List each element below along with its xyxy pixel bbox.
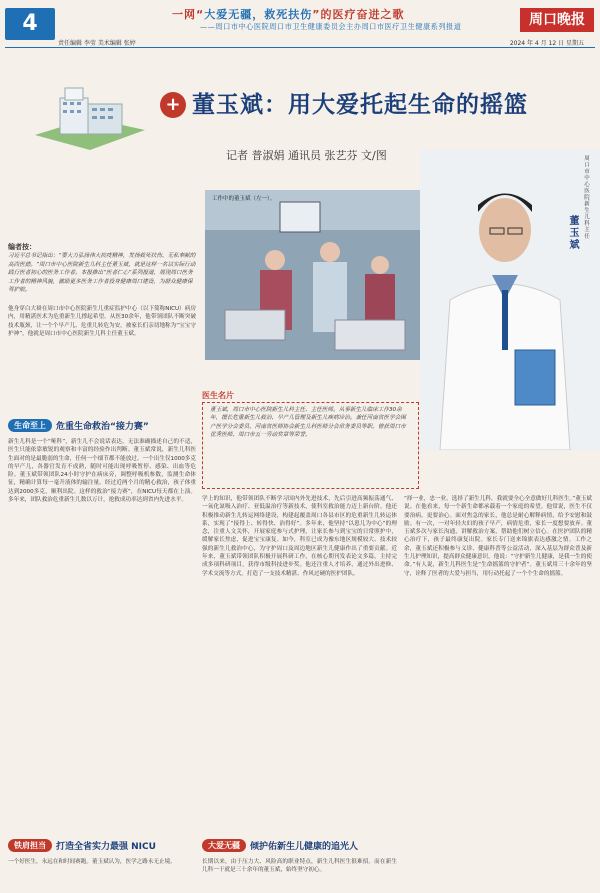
editor-note-label: 编者按： bbox=[8, 243, 36, 251]
work-photo-caption: 工作中的董玉斌（左一）。 bbox=[212, 196, 276, 202]
section2-heading bbox=[8, 838, 156, 853]
bio-heading: 医生名片 bbox=[202, 391, 234, 400]
section1-tag: 生命至上 bbox=[8, 419, 52, 432]
hospital-building-image bbox=[30, 80, 150, 155]
article-title: 董玉斌：用大爱托起生命的摇篮 bbox=[192, 91, 528, 118]
section3-title: 倾护佑新生儿健康的追光人 bbox=[250, 842, 359, 852]
section1-heading bbox=[8, 418, 149, 433]
portrait-caption-name: 董玉斌 bbox=[567, 215, 578, 251]
section2-title: 打造全省实力最强 NICU bbox=[56, 842, 156, 852]
article-intro: 他身穿白大褂在周口市中心医院新生儿重症监护中心（以下简称NICU）病房内，用精湛医术为危重新生儿撑起希望。从医30余年，他带领团队不断突破技术瓶颈，让一个个早产儿、危重儿转危为安，被家长们亲切地称为“宝宝守护神”。他就是周口市中心医院新生儿科主任董玉斌。 bbox=[8, 306, 196, 337]
hospital-cross-icon: + bbox=[160, 92, 186, 118]
banner-title-a: 一网 bbox=[172, 8, 196, 21]
section2-text: 一个好医生，永远在和时间赛跑。董玉斌认为，医学之路永无止境。 bbox=[8, 859, 176, 865]
newspaper-logo: 周口晚报 bbox=[520, 8, 594, 32]
column2-text: 学上的知识，他带领团队不断学习国内外先进技术，先后引进高频振荡通气、一氧化氮吸入治疗、亚低温治疗等新技术，使科室救治能力迈上新台阶。他还积极推动新生儿转运网络建设，构建起覆盖周口各县市区的危重新生儿转运体系，实现了“接得上、转得快、治得好”。多年来，他坚持“以患儿为中心”的理念，注重人文关怀，开展家庭参与式护理，让家长参与到宝宝的日常照护中，缓解家长焦虑，促进宝宝康复。如今，科室已成为豫东地区规模较大、技术较强的新生儿救治中心，为守护周口及周边地区新生儿健康作出了重要贡献。近年来，董玉斌带领团队积极开展科研工作，在核心期刊发表论文多篇，主持完成多项科研项目，获得市级科技进步奖。他还注重人才培养，通过外出进修、学术交流等方式，打造了一支技术精湛、作风过硬的医护团队。 bbox=[202, 496, 397, 577]
series-subtitle: ——周口市中心医院周口市卫生健康委员会主办周口市医疗卫生健康系列报道 bbox=[200, 22, 462, 31]
section2-tag: 铁肩担当 bbox=[8, 839, 52, 852]
issue-date: 2024 年 4 月 12 日 星期五 bbox=[509, 40, 584, 47]
portrait-photo bbox=[420, 150, 600, 450]
banner-title-b: 大爱无疆，救死扶伤 bbox=[204, 8, 313, 21]
section1-title: 危重生命救治“接力赛” bbox=[56, 422, 149, 432]
bio-text: 董玉斌，周口市中心医院新生儿科主任、主任医师。从事新生儿临床工作30余年，擅长危重新生儿救治、早产儿管理及新生儿疾病诊治。兼任河南省医学会围产医学分会委员、河南省医师协会新生儿科医师分会常务委员等职。曾获周口市优秀医师、周口市五一劳动奖章等荣誉。 bbox=[210, 407, 406, 439]
article-byline: 记者 普淑娟 通讯员 张艺芬 文/图 bbox=[226, 149, 387, 162]
series-banner: 一网“大爱无疆，救死扶伤”的医疗奋进之歌 bbox=[172, 8, 405, 21]
section3-text: 长期以来，由于压力大、风险高的职业特点，新生儿科医生很难招。而在新生儿科一干就是三十余年的董玉斌，始终坚守初心。 bbox=[202, 859, 397, 874]
header-rule bbox=[5, 47, 595, 48]
work-photo bbox=[205, 190, 420, 360]
section1-text: 新生儿科是一个“哑科”，新生儿不会说话表达，无法准确描述自己的不适，医生只能依靠敏锐的观察和丰富的经验作出判断。董玉斌常说，新生儿科医生面对的是最脆弱的生命，任何一个细节都不能放过。一个出生仅1000多克的早产儿，各器官发育不成熟，随时可能出现呼吸暂停、感染、出血等危险。董玉斌带领团队24小时守护在病床旁，调整呼吸机参数，监测生命体征，精确计算每一毫升液体的输注量。经过近两个月的精心救治，孩子体重达到2000多克，顺利出院。这样的救治“接力赛”，在NICU每天都在上演。多年来，团队救治危重新生儿数以万计，抢救成功率达到省内先进水平。 bbox=[8, 439, 196, 504]
editor-credits: 责任编辑 李莹 美术编辑 张婷 bbox=[58, 40, 136, 47]
section3-tag: 大爱无疆 bbox=[202, 839, 246, 852]
column3-text: “择一业，忠一业，选择了新生儿科，我就要全心全意做好儿科医生。”董玉斌说。在他看来，每一个新生命都承载着一个家庭的希望。他常说，医生不仅要治病，更要治心。面对焦急的家长，他总是耐心解释病情，给予安慰和鼓励。有一次，一对年轻夫妇的孩子早产，病情危重，家长一度想要放弃。董玉斌多次与家长沟通，讲解救治方案，帮助他们树立信心。在医护团队的精心治疗下，孩子最终康复出院。家长专门送来锦旗表达感激之情。工作之余，董玉斌还积极参与义诊、健康科普等公益活动，深入基层为群众普及新生儿护理知识，提高群众健康意识。他说：“守护新生儿健康，是我一生的使命。”有人说，新生儿科医生是“生命摇篮的守护者”。董玉斌用三十余年的坚守，诠释了医者的大爱与担当，用行动托起了一个个生命的摇篮。 bbox=[404, 496, 592, 577]
portrait-caption-role: 周口市中心医院新生儿科主任 bbox=[583, 155, 589, 240]
section3-heading bbox=[202, 838, 358, 853]
editor-note: 习近平总书记指出：“要大力弘扬伟大抗疫精神，发扬救死扶伤、无私奉献的高尚医德。”周口市中心医院新生儿科主任董玉斌，就是这样一名以实际行动践行医者初心的医务工作者。本报推出“医者仁心”系列报道，展现周口医务工作者的精神风貌，激励更多医务工作者投身健康周口建设，为群众健康保驾护航。 bbox=[8, 253, 196, 294]
banner-title-c: 的医疗奋进之歌 bbox=[320, 8, 405, 21]
page-number: 4 bbox=[5, 8, 55, 40]
